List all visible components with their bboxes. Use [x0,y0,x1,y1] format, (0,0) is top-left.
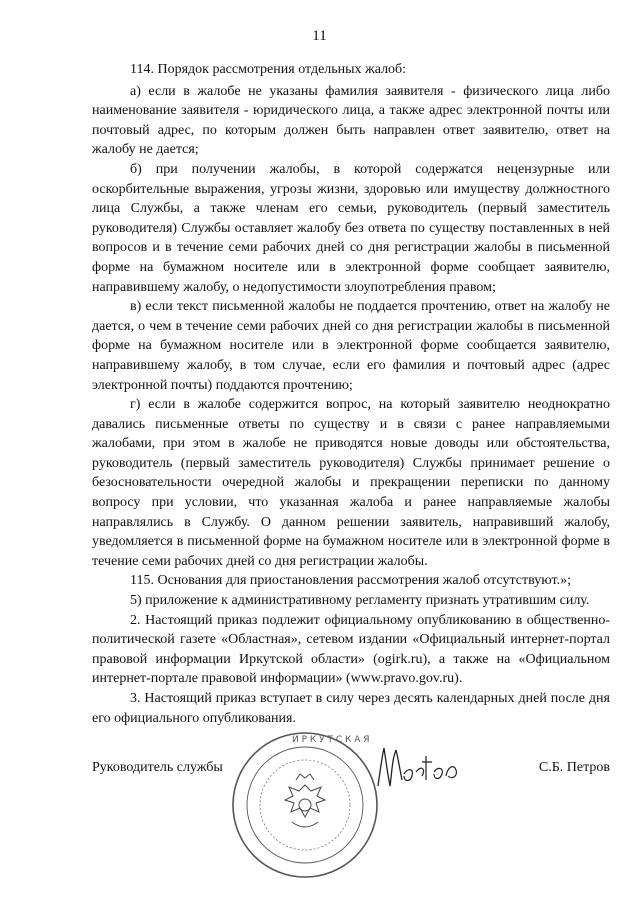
section-heading: 114. Порядок рассмотрения отдельных жалоб: [130,62,407,77]
paragraph-5: 5) приложение к административному регламенту признать утратившим силу. [130,593,590,609]
paragraph-115: 115. Основания для приостановления рассмотрения жалоб отсутствуют.»; [130,573,571,589]
handwritten-signature-icon [370,742,480,792]
signature-block [92,730,610,890]
paragraph-b: б) при получении жалобы, в которой содержатся нецензурные или оскорбительные выражения, угрозы жизни, здоровью или имуществу должностного лица Службы, а также членам его семьи, руководитель (первый заместитель руководителя) Службы оставляет жалобу без ответа по существу поставленных в ней вопросов и в течение семи рабочих дней со дня регистрации жалобы в письменной форме на бумажном носителе или в электронной форме сообщает заявителю, направившему жалобу, о недопустимости злоупотребления правом; [92,161,610,295]
page-number: 11 [312,28,327,44]
paragraph-g: г) если в жалобе содержится вопрос, на который заявителю неоднократно давались письменные ответы по существу и в связи с ранее направляемыми жалобами, при этом в жалобе не приводятся новые доводы или обстоятельства, руководитель (первый заместитель руководителя) Службы принимает решение о безосновательности очередной жалобы и прекращении переписки по данному вопросу при условии, что указанная жалоба и ранее направляемые жалобы направлялись в Службу. О данном решении заявитель, направивший жалобу, уведомляется в письменной форме на бумажном носителе или в электронной форме в течение семи рабочих дней со дня регистрации жалобы. [92,397,610,569]
svg-text:И Р К У Т С К А Я: И Р К У Т С К А Я [292,735,370,745]
signatory-name: С.Б. Петров [538,760,610,775]
document-body [92,60,610,728]
paragraph-3: 3. Настоящий приказ вступает в силу через десять календарных дней после дня его официального опубликования. [92,691,610,726]
official-seal-icon [230,730,380,880]
paragraph-2: 2. Настоящий приказ подлежит официальному опубликованию в общественно-политической газете «Областная», сетевом издании «Официальный интернет-портал правовой информации Иркутской области» (ogirk.ru), а также на «Официальном интернет-портале правовой информации» (www.pravo.gov.ru). [92,612,610,687]
paragraph-a: а) если в жалобе не указаны фамилия заявителя - физического лица либо наименование заявителя - юридического лица, а также адрес электронной почты или почтовый адрес, по которым должен быть направлен ответ заявителю, ответ на жалобу не дается; [92,83,610,158]
paragraph-v: в) если текст письменной жалобы не поддается прочтению, ответ на жалобу не дается, о чем в течение семи рабочих дней со дня регистрации жалобы в письменной форме на бумажном носителе или в электронной форме сообщается заявителю, направившему жалобу, в том случае, если его фамилия и почтовый адрес (адрес электронной почты) поддаются прочтению; [92,299,610,393]
signatory-position: Руководитель службы [92,760,223,775]
